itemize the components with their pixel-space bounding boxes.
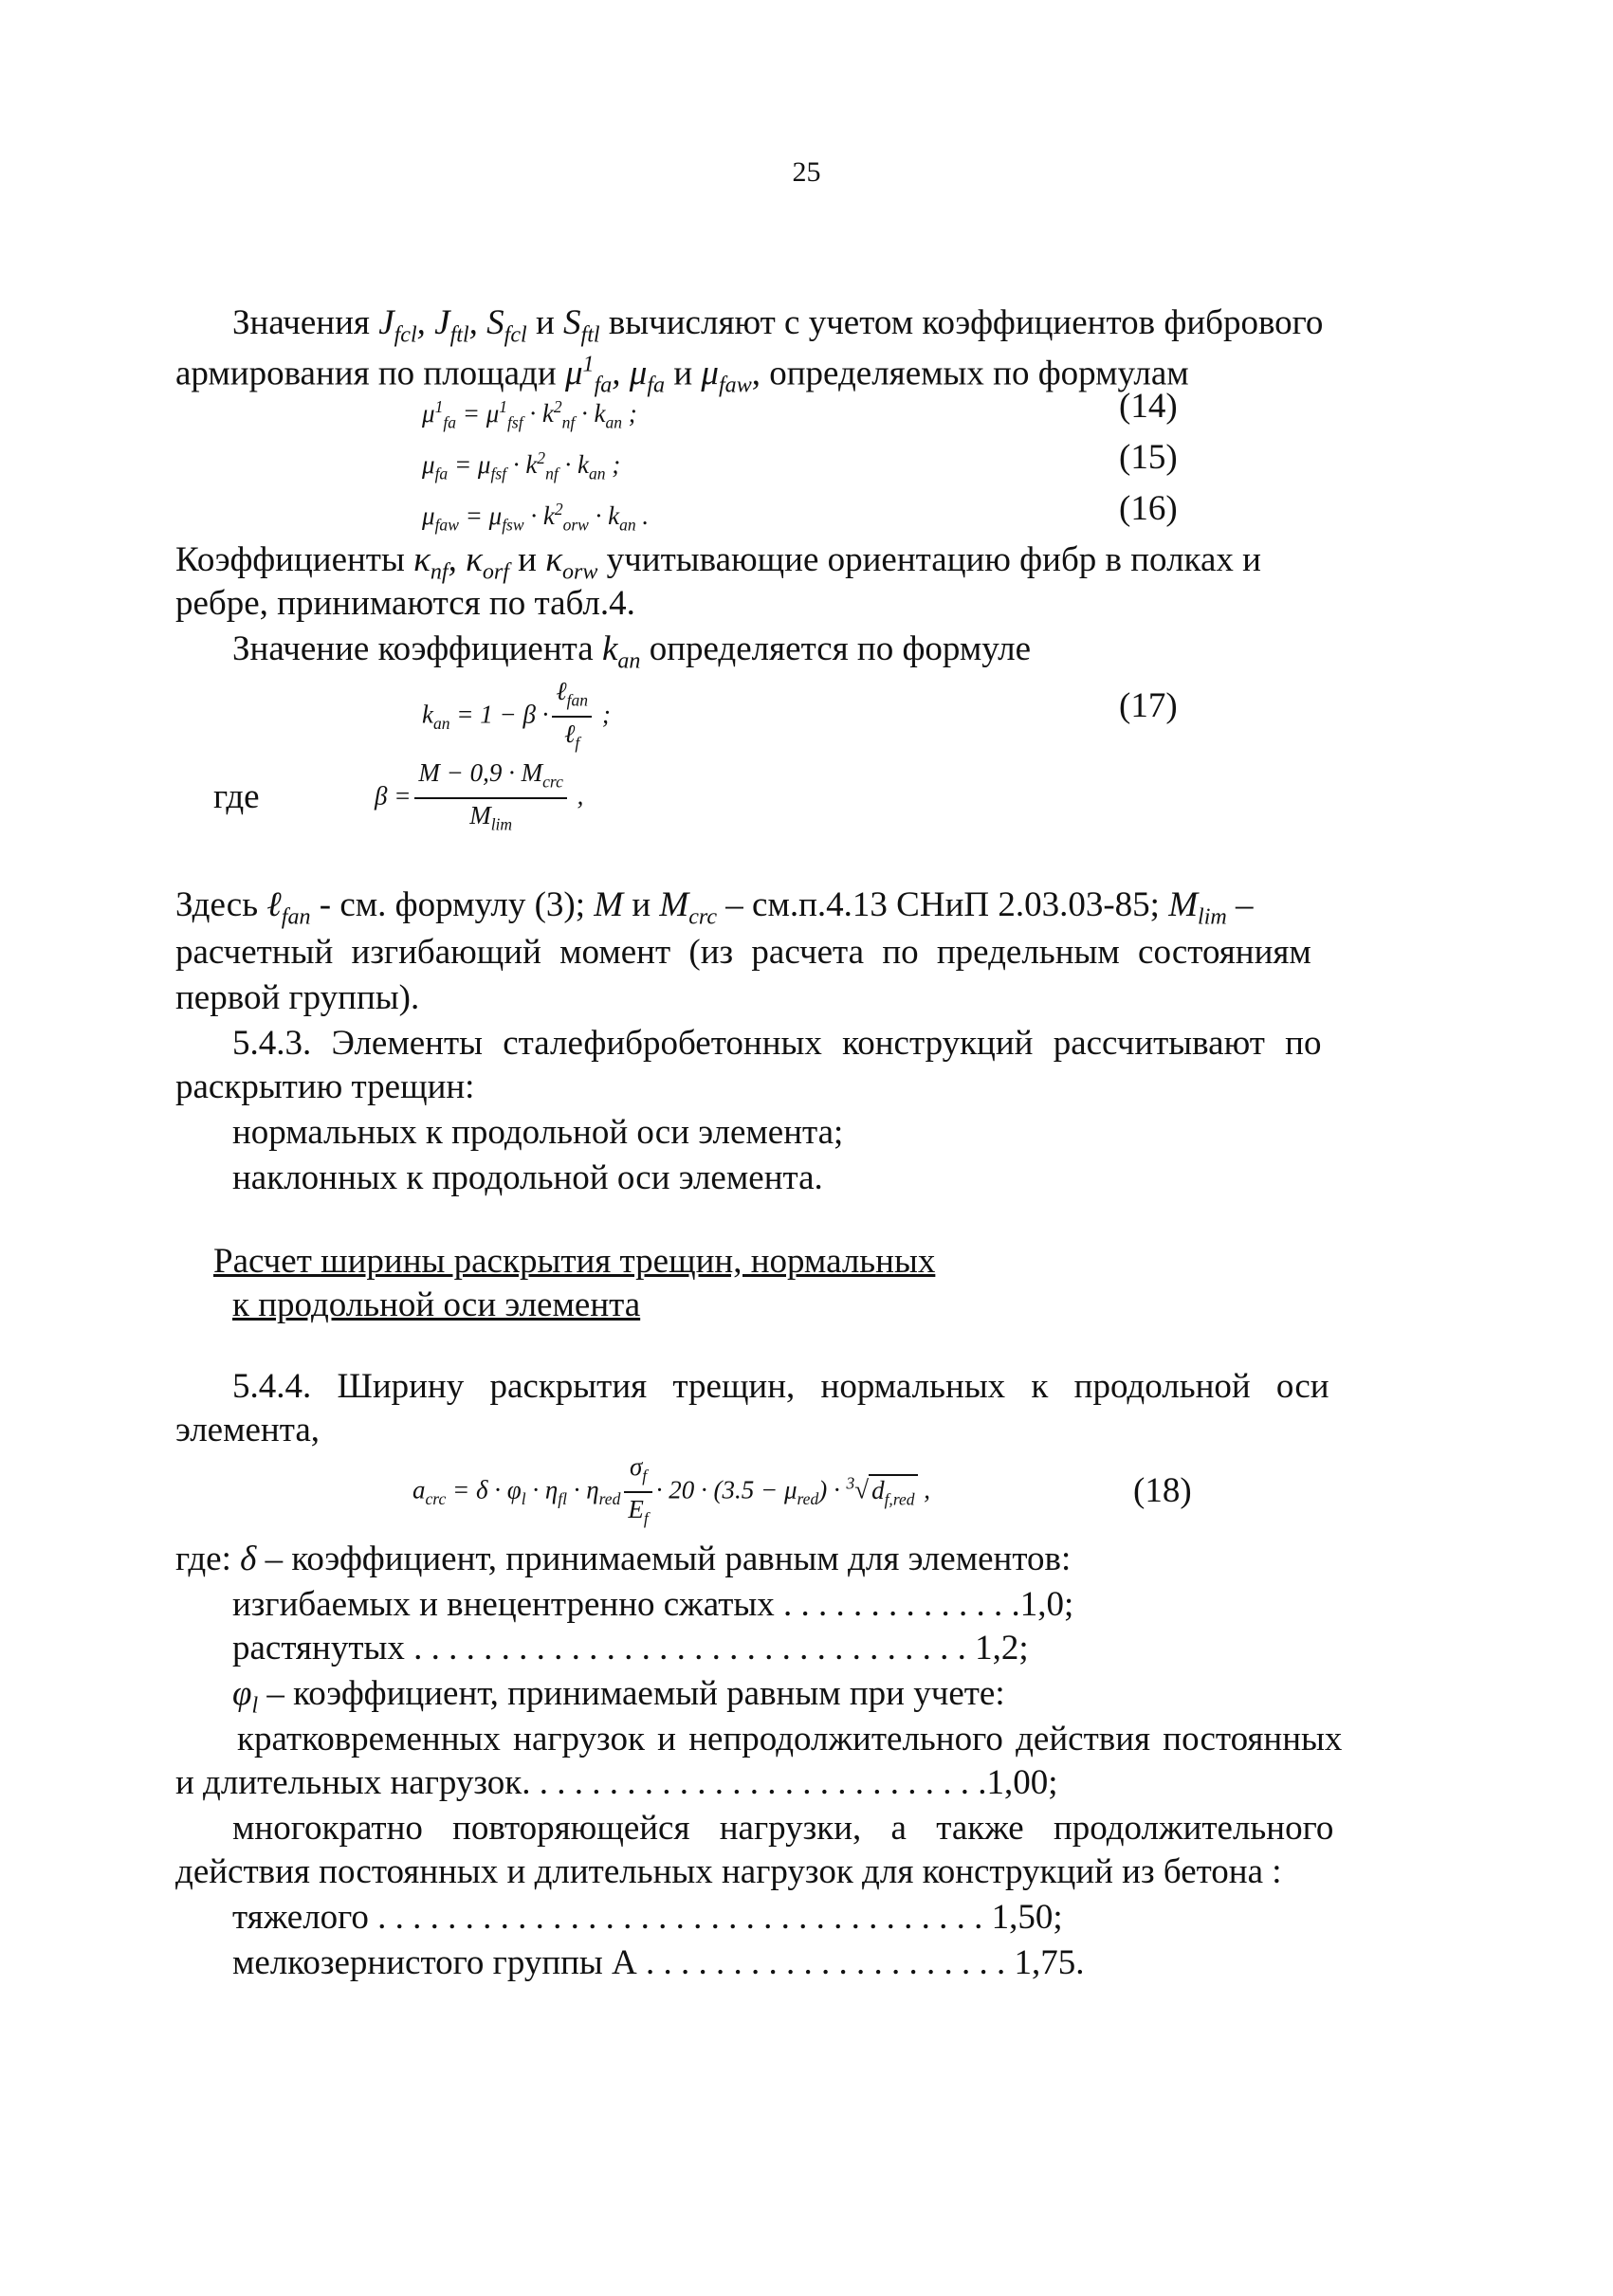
paragraph-line: ребре, принимаются по табл.4. [175, 584, 635, 623]
math-symbol: $S_{ftl}$ [563, 303, 600, 348]
paragraph-line: элемента, [175, 1411, 321, 1449]
text: определяемых по формулам [760, 354, 1189, 393]
equation-number: (16) [1119, 489, 1178, 528]
formula-14: $\mu^1_{fa} = \mu^1_{fsf} \cdot k^2_{nf} \cdot k_{an}$ ; [422, 397, 637, 432]
paragraph-line [175, 1538, 1071, 1581]
text: Коэффициенты [175, 540, 414, 579]
list-item: и длительных нагрузок. . . . . . . . . . . . . . . . . . . . . . . . . . .1,00; [175, 1763, 1058, 1802]
paragraph-line: раскрытию трещин: [175, 1067, 475, 1106]
math-symbols: $\mu^1_{fa}$, $\mu_{fa}$ [564, 353, 666, 398]
math-symbols: $J_{fcl}$, $J_{ftl}$, $S_{fcl}$ [378, 303, 527, 348]
list-item: нормальных к продольной оси элемента; [232, 1113, 844, 1152]
paragraph-line: Значения $J_{fcl}$, $J_{ftl}$, $S_{fcl}$ и $S_{ftl}$ вычисляют с учетом коэффициентов фибрового [232, 303, 1324, 348]
text: расчетный изгибающий момент (из расчета по предельным состояниям [175, 933, 1311, 972]
math-symbol: $\mu_{faw}$ [701, 354, 752, 398]
section-heading: Расчет ширины раскрытия трещин, нормальных [213, 1242, 936, 1281]
paragraph-line: 5.4.4. Ширину раскрытия трещин, нормальных к продольной оси [232, 1367, 1329, 1406]
page-number: 25 [792, 156, 821, 188]
equation-number: (17) [1119, 686, 1178, 725]
text: Значения [232, 303, 379, 342]
list-item: изгибаемых и внецентренно сжатых . . . . . . . . . . . . . .1,0; [232, 1585, 1074, 1624]
list-item: наклонных к продольной оси элемента. [232, 1158, 823, 1197]
list-item: кратковременных нагрузок и непродолжительного действия постоянных [237, 1720, 1343, 1758]
equation-number: (18) [1133, 1471, 1192, 1510]
paragraph-line: действия постоянных и длительных нагрузок для конструкций из бетона : [175, 1852, 1282, 1891]
text: вычисляют с учетом коэффициентов фибрового [599, 303, 1324, 342]
formula-beta: β = $\frac{M - 0,9 \cdot M_{crc}}{M_{lim}}$ , [375, 758, 584, 834]
where-label: где [213, 777, 260, 816]
text: где: [175, 1540, 241, 1578]
equation-number: (15) [1119, 438, 1178, 477]
formula-16: $\mu_{faw} = \mu_{fsw} \cdot k^2_{orw} \cdot k_{an}$ . [422, 500, 650, 535]
text: Значение коэффициента [232, 629, 602, 668]
equation-number: (14) [1119, 387, 1178, 426]
paragraph-line: 5.4.3. Элементы сталефибробетонных конструкций рассчитывают по [232, 1024, 1322, 1063]
paragraph-line: армирования по площади $\mu^1_{fa}$, $\mu_{fa}$ и $\mu_{faw}$, определяемых по формулам [175, 353, 1189, 398]
list-item: мелкозернистого группы А . . . . . . . . . . . . . . . . . . . . . 1,75. [232, 1943, 1085, 1982]
list-item: многократно повторяющейся нагрузки, а также продолжительного [232, 1809, 1334, 1848]
text: Здесь ℓ$_{fan}$ - см. формулу (3); M и $M_{crc} - см.п.4.13$ СНиП 2.03.03-85; $M_{lim}$ – [175, 885, 1254, 930]
text: армирования по площади [175, 354, 565, 393]
text: определяется по формуле [640, 629, 1032, 668]
text: – коэффициент, принимаемый равным для элементов: [256, 1540, 1072, 1578]
paragraph-line [175, 931, 1437, 975]
formula-15: $\mu_{fa} = \mu_{fsf} \cdot k^2_{nf} \cdot k_{an}$ ; [422, 448, 621, 483]
math-symbol: $\kappa_{orw}$ [545, 540, 598, 585]
math-symbol: δ [240, 1540, 257, 1578]
section-heading: к продольной оси элемента [232, 1285, 641, 1324]
text: – коэффициент, принимаемый равным при учете: [258, 1674, 1005, 1713]
list-item: тяжелого . . . . . . . . . . . . . . . . . . . . . . . . . . . . . . . . . . . 1,50; [232, 1898, 1063, 1937]
math-symbols: $\kappa_{nf}$, $\kappa_{orf}$ [413, 540, 509, 585]
paragraph-line [232, 628, 1031, 683]
text: учитывающие ориентацию фибр в полках и [597, 540, 1261, 579]
paragraph-line: первой группы). [175, 978, 420, 1017]
formula-17: $k_{an} = 1 - \beta$ · $\frac{\ell_{fan}}{\ell_f}$ ; [422, 677, 611, 753]
math-symbol: $\varphi_l$ [232, 1674, 259, 1719]
list-item: растянутых . . . . . . . . . . . . . . . . . . . . . . . . . . . . . . . . 1,2; [232, 1629, 1029, 1667]
formula-18: $a_{crc} = \delta \cdot \varphi_l \cdot \eta_{fl} \cdot \eta_{red}$ $\frac{\sigma_f}{E_f}$ · $20 \cdot (3.5 - \mu_{red}) \cdot ^3√$ $d_{f,red}$ , [412, 1452, 931, 1528]
paragraph-line: Коэффициенты $\kappa_{nf}$, $\kappa_{orf}$ и $\kappa_{orw}$ учитывающие ориентацию фибр в полках и [175, 540, 1261, 585]
math-symbol: $k_{an}$ [601, 629, 641, 674]
